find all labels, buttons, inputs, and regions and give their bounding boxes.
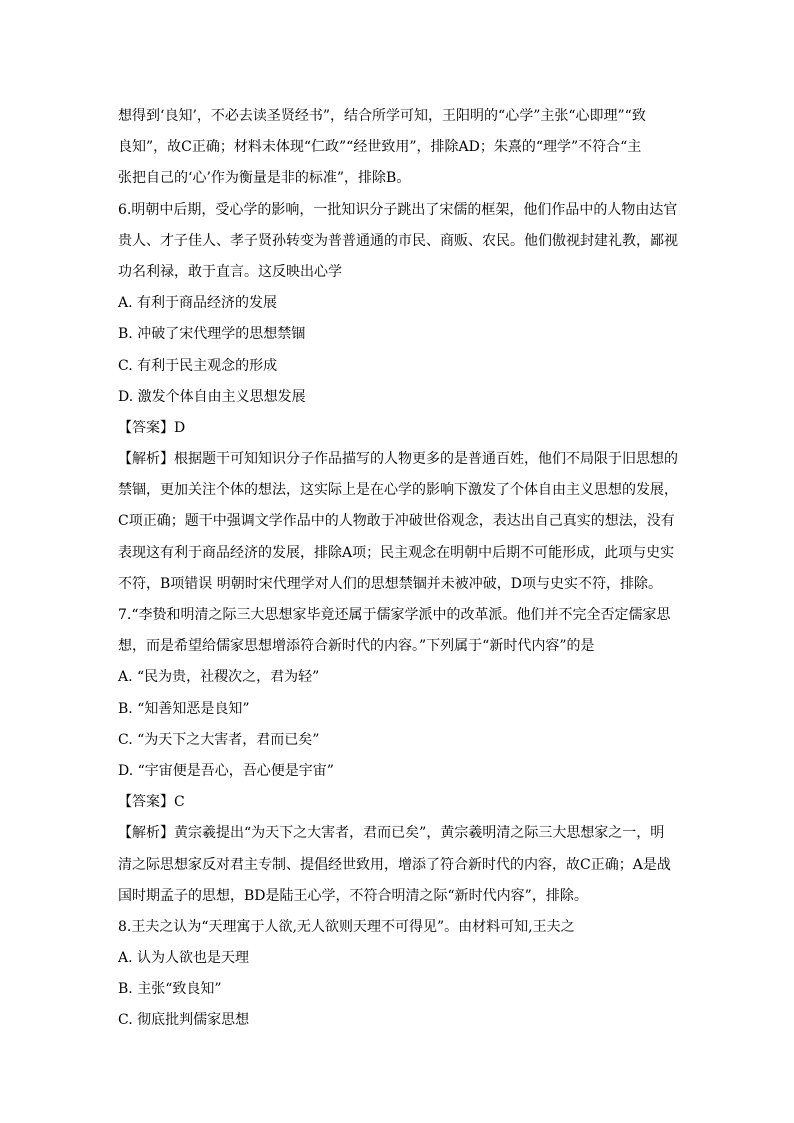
question-7-stem: 7.“李贽和明清之际三大思想家毕竟还属于儒家学派中的改革派。他们并不完全否定儒家思 bbox=[118, 607, 671, 623]
option-d: D. 激发个体自由主义思想发展 bbox=[118, 388, 306, 405]
text-line: 国时期孟子的思想，BD是陆王心学，不符合明清之际“新时代内容”，排除。 bbox=[118, 887, 588, 904]
text-line: 想，而是希望给儒家思想增添符合新时代的内容。”下列属于“新时代内容”的是 bbox=[118, 638, 595, 655]
text-line: 表现这有利于商品经济的发展，排除A项；民主观念在明朝中后期不可能形成，此项与史实 bbox=[118, 544, 675, 561]
option-c: C. 有利于民主观念的形成 bbox=[118, 357, 278, 374]
text-line: 清之际思想家反对君主专制、提倡经世致用，增添了符合新时代的内容，故C正确；A是战 bbox=[118, 856, 671, 873]
text-line: 想得到‘良知’，不必去读圣贤经书”，结合所学可知，王阳明的“心学”主张“心即理”“致 bbox=[118, 108, 646, 124]
text-line: 功名利禄，敢于直言。这反映出心学 bbox=[118, 263, 342, 280]
option-b: B. 冲破了宋代理学的思想禁锢 bbox=[118, 326, 306, 343]
analysis-line: 【解析】黄宗羲提出“为天下之大害者，君而已矣”，黄宗羲明清之际三大思想家之一，明 bbox=[118, 825, 665, 842]
text-line: 禁锢，更加关注个体的想法，这实际上是在心学的影响下激发了个体自由主义思想的发展， bbox=[118, 482, 678, 499]
analysis-line: 【解析】根据题干可知知识分子作品描写的人物更多的是普通百姓，他们不局限于旧思想的 bbox=[118, 451, 678, 468]
text-line: 不符，B项错误 明朝时宋代理学对人们的思想禁锢并未被冲破，D项与史实不符，排除。 bbox=[118, 575, 662, 592]
text-line: 贵人、才子佳人、孝子贤孙转变为普普通通的市民、商贩、农民。他们傲视封建礼教，鄙视 bbox=[118, 232, 678, 249]
answer-line: 【答案】D bbox=[118, 419, 186, 436]
text-line: 张把自己的‘心’作为衡量是非的标准”，排除B。 bbox=[118, 170, 411, 187]
option-a: A. 有利于商品经济的发展 bbox=[118, 295, 278, 312]
answer-line: 【答案】C bbox=[118, 794, 185, 811]
text-line: 良知”，故C正确；材料未体现“仁政”“经世致用”，排除AD；朱熹的“理学”不符合“主 bbox=[118, 139, 642, 156]
document-body bbox=[118, 101, 678, 1037]
text-line: C项正确；题干中强调文学作品中的人物敢于冲破世俗观念，表达出自己真实的想法，没有 bbox=[118, 513, 675, 530]
option-c: C. “为天下之大害者，君而已矣” bbox=[118, 731, 320, 748]
option-a: A. “民为贵，社稷次之，君为轻” bbox=[118, 669, 320, 686]
question-6-stem: 6.明朝中后期，受心学的影响，一批知识分子跳出了宋儒的框架，他们作品中的人物由达官 bbox=[118, 201, 678, 218]
option-b: B. “知善知恶是良知” bbox=[118, 700, 250, 717]
question-8-stem: 8.王夫之认为“天理寓于人欲,无人欲则天理不可得见”。由材料可知,王夫之 bbox=[118, 918, 575, 935]
option-d: D. “宇宙便是吾心，吾心便是宇宙” bbox=[118, 762, 334, 779]
option-c: C. 彻底批判儒家思想 bbox=[118, 1012, 250, 1029]
option-b: B. 主张“致良知” bbox=[118, 981, 222, 998]
option-a: A. 认为人欲也是天理 bbox=[118, 950, 250, 967]
